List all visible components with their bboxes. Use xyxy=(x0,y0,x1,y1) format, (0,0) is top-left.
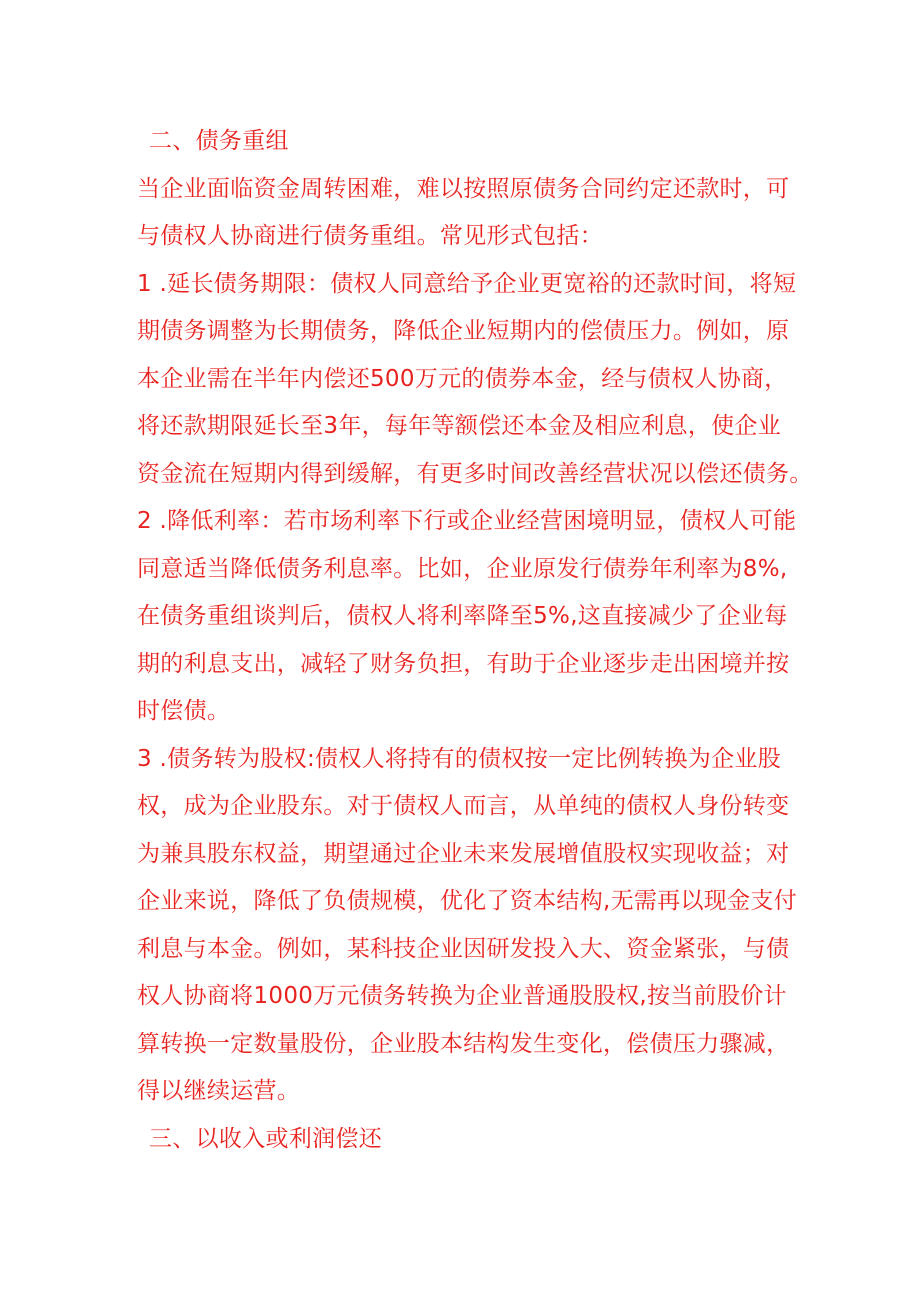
section-heading-debt-restructuring: 二、债务重组 xyxy=(149,128,289,154)
intro-line: 与债权人协商进行债务重组。常见形式包括： xyxy=(137,223,603,249)
section-heading-income-repayment: 三、以收入或利润偿还 xyxy=(149,1125,382,1152)
item-3-line: 企业来说，降低了负债规模，优化了资本结构,无需再以现金支付 xyxy=(137,888,798,914)
item-3-line: 权，成为企业股东。对于债权人而言，从单纯的债权人身份转变 xyxy=(137,793,790,819)
item-3-line: 算转换一定数量股份，企业股本结构发生变化，偿债压力骤减， xyxy=(137,1030,790,1057)
item-2-line: 2 .降低利率：若市场利率下行或企业经营困境明显，债权人可能 xyxy=(137,508,797,534)
item-3-line: 得以继续运营。 xyxy=(137,1078,301,1104)
item-1-line: 1 .延长债务期限：债权人同意给予企业更宽裕的还款时间，将短 xyxy=(137,270,797,297)
item-1-line: 本企业需在半年内偿还500万元的债券本金，经与债权人协商， xyxy=(137,365,788,392)
item-3-line: 利息与本金。例如，某科技企业因研发投入大、资金紧张，与债 xyxy=(137,935,790,962)
document-body xyxy=(137,118,813,1163)
item-2-line: 期的利息支出，减轻了财务负担，有助于企业逐步走出困境并按 xyxy=(137,650,790,677)
item-1-line: 期债务调整为长期债务，降低企业短期内的偿债压力。例如，原 xyxy=(137,318,790,344)
item-2-line: 同意适当降低债务利息率。比如，企业原发行债券年利率为8%, xyxy=(137,555,788,582)
item-1-line: 资金流在短期内得到缓解，有更多时间改善经营状况以偿还债务。 xyxy=(137,460,813,487)
intro-line: 当企业面临资金周转困难，难以按照原债务合同约定还款时，可 xyxy=(137,175,790,202)
item-1-line: 将还款期限延长至3年，每年等额偿还本金及相应利息，使企业 xyxy=(137,413,782,439)
item-3-line: 为兼具股东权益，期望通过企业未来发展增值股权实现收益；对 xyxy=(137,840,790,867)
item-3-line: 3 .债务转为股权:债权人将持有的债权按一定比例转换为企业股 xyxy=(137,745,782,772)
item-3-line: 权人协商将1000万元债务转换为企业普通股股权,按当前股价计 xyxy=(137,983,787,1009)
item-2-line: 在债务重组谈判后，债权人将利率降至5%,这直接减少了企业每 xyxy=(137,603,788,629)
item-2-line: 时偿债。 xyxy=(137,698,231,724)
